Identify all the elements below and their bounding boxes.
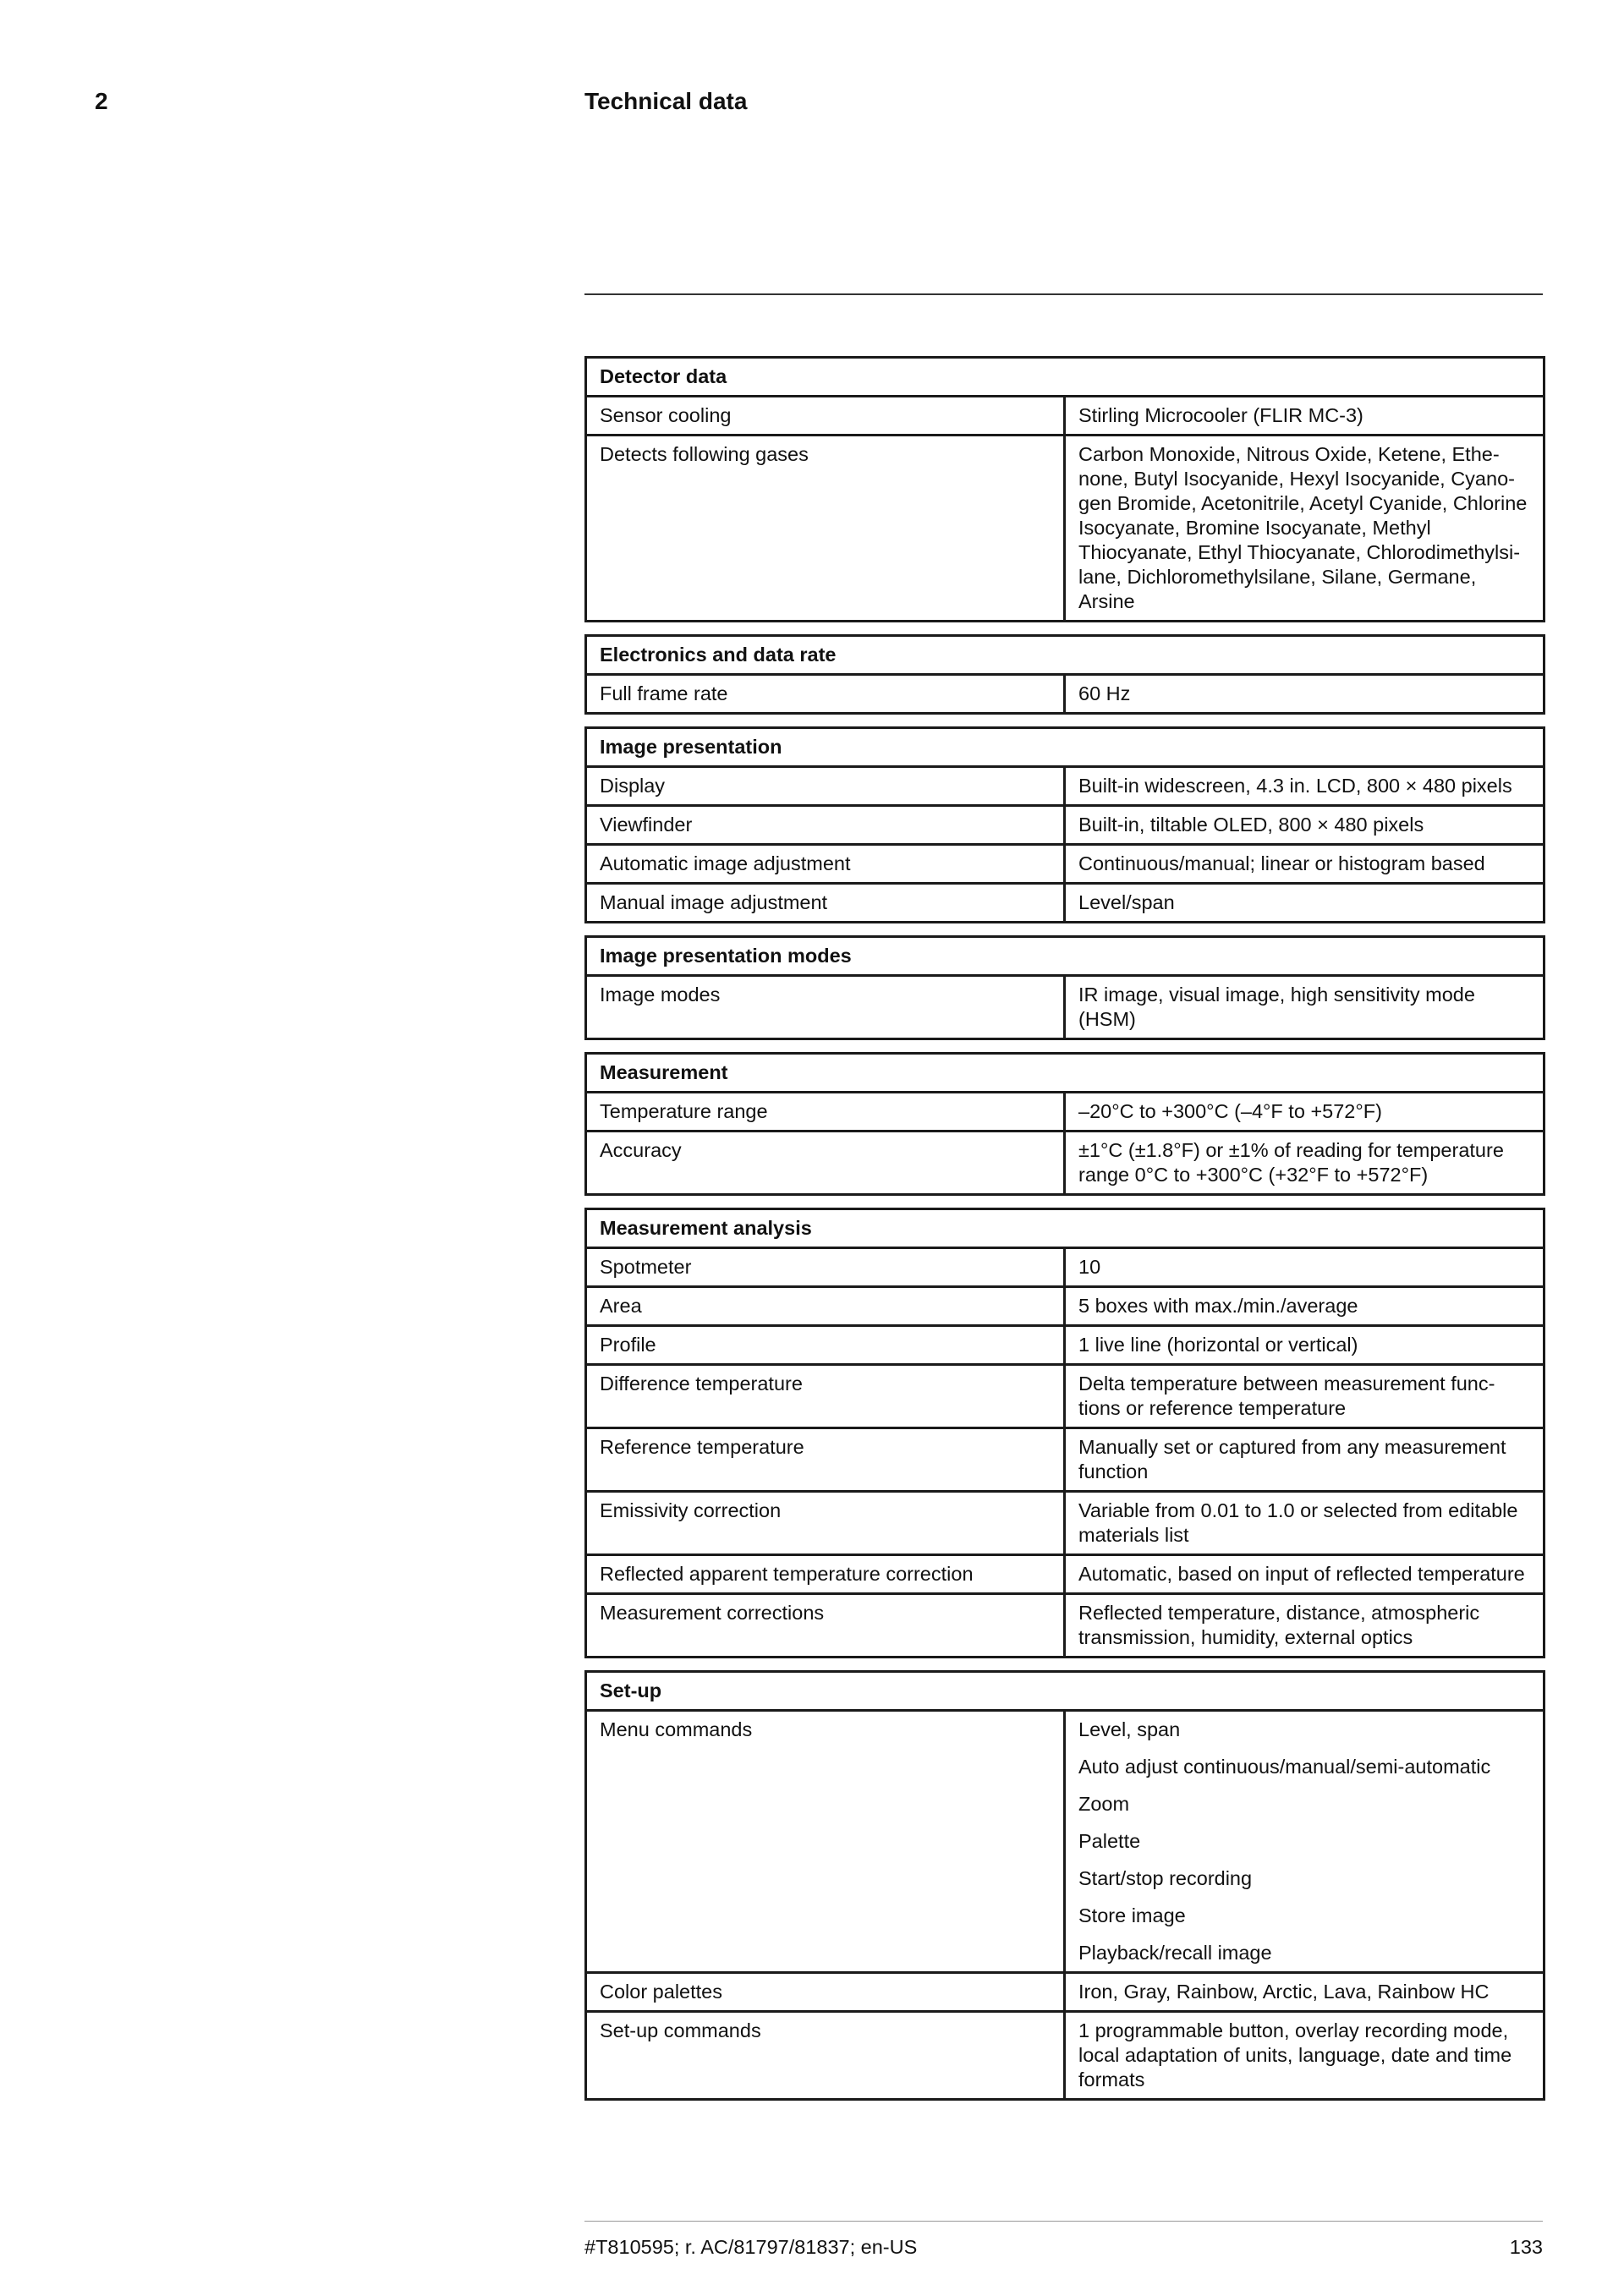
- row-label: Menu commands: [586, 1711, 1065, 1973]
- row-value: 1 live line (horizontal or vertical): [1065, 1326, 1544, 1365]
- row-label: Emissivity correction: [586, 1492, 1065, 1555]
- table-row: [586, 767, 1544, 806]
- table-row: [586, 2012, 1544, 2100]
- row-value: Iron, Gray, Rainbow, Arctic, Lava, Rainbow HC: [1065, 1973, 1544, 2012]
- row-value: Built-in widescreen, 4.3 in. LCD, 800 × 480 pixels: [1065, 767, 1544, 806]
- page-number: 133: [1509, 2236, 1543, 2258]
- menu-command-item: Playback/recall image: [1078, 1942, 1272, 1964]
- table-row: [586, 1973, 1544, 2012]
- table-row: [586, 1428, 1544, 1492]
- row-label: Temperature range: [586, 1093, 1065, 1132]
- menu-command-item: Zoom: [1078, 1793, 1130, 1815]
- table-row: [586, 845, 1544, 884]
- section-title: Measurement analysis: [586, 1209, 1544, 1248]
- row-label: Manual image adjustment: [586, 884, 1065, 923]
- table-row: [586, 1248, 1544, 1287]
- menu-command-item: Level, span: [1078, 1718, 1181, 1740]
- row-value: Reflected temperature, distance, atmospheric transmission, humidity, external optics: [1065, 1594, 1544, 1658]
- row-value: Level/span: [1065, 884, 1544, 923]
- section-title: Image presentation modes: [586, 937, 1544, 976]
- row-value: Carbon Monoxide, Nitrous Oxide, Ketene, Ethe-none, Butyl Isocyanide, Hexyl Isocyanide, Cyano-gen Bromide, Acetonitrile, Acetyl Cyanide, Chlorine Isocyanate, Bromine Isocyanate, Methyl Thiocyanate, Ethyl Thiocyanate, Chlorodimethylsi-lane, Dichloromethylsilane, Silane, Germane, Arsine: [1065, 436, 1544, 622]
- table-row: [586, 1093, 1544, 1132]
- row-value: Stirling Microcooler (FLIR MC-3): [1065, 397, 1544, 436]
- spec-table-measurement-analysis: [584, 1208, 1545, 1658]
- spec-table-measurement: [584, 1052, 1545, 1196]
- spec-table-image-modes: [584, 935, 1545, 1040]
- row-label: Accuracy: [586, 1132, 1065, 1195]
- row-value: –20°C to +300°C (–4°F to +572°F): [1065, 1093, 1544, 1132]
- row-label: Sensor cooling: [586, 397, 1065, 436]
- row-value: Automatic, based on input of reflected temperature: [1065, 1555, 1544, 1594]
- row-value: Variable from 0.01 to 1.0 or selected from editable materials list: [1065, 1492, 1544, 1555]
- table-row: [586, 436, 1544, 622]
- row-value: Manually set or captured from any measurement function: [1065, 1428, 1544, 1492]
- row-value: Continuous/manual; linear or histogram based: [1065, 845, 1544, 884]
- header-divider: [584, 293, 1543, 295]
- spec-table-detector-data: [584, 356, 1545, 622]
- section-title: Image presentation: [586, 728, 1544, 767]
- table-row: [586, 1555, 1544, 1594]
- row-label: Display: [586, 767, 1065, 806]
- row-value: ±1°C (±1.8°F) or ±1% of reading for temperature range 0°C to +300°C (+32°F to +572°F): [1065, 1132, 1544, 1195]
- footer-document-reference: #T810595; r. AC/81797/81837; en-US: [584, 2236, 918, 2258]
- menu-command-item: Palette: [1078, 1830, 1141, 1852]
- table-row: [586, 1711, 1544, 1973]
- row-value: 10: [1065, 1248, 1544, 1287]
- spec-tables: [584, 356, 1543, 2112]
- menu-command-item: Store image: [1078, 1904, 1186, 1926]
- table-row: [586, 675, 1544, 714]
- menu-command-item: Start/stop recording: [1078, 1867, 1253, 1889]
- row-label: Automatic image adjustment: [586, 845, 1065, 884]
- table-row: [586, 1132, 1544, 1195]
- chapter-title: Technical data: [584, 88, 748, 114]
- row-value-list: [1065, 1711, 1544, 1973]
- row-label: Area: [586, 1287, 1065, 1326]
- row-label: Full frame rate: [586, 675, 1065, 714]
- row-label: Profile: [586, 1326, 1065, 1365]
- menu-command-item: Auto adjust continuous/manual/semi-automatic: [1078, 1756, 1491, 1778]
- row-label: Image modes: [586, 976, 1065, 1039]
- table-row: [586, 806, 1544, 845]
- row-label: Reference temperature: [586, 1428, 1065, 1492]
- table-row: [586, 397, 1544, 436]
- section-title: Electronics and data rate: [586, 636, 1544, 675]
- row-value: IR image, visual image, high sensitivity mode (HSM): [1065, 976, 1544, 1039]
- row-label: Detects following gases: [586, 436, 1065, 622]
- row-value: Built-in, tiltable OLED, 800 × 480 pixels: [1065, 806, 1544, 845]
- row-value: 1 programmable button, overlay recording mode, local adaptation of units, language, date and time formats: [1065, 2012, 1544, 2100]
- section-title: Measurement: [586, 1054, 1544, 1093]
- table-row: [586, 884, 1544, 923]
- table-row: [586, 1326, 1544, 1365]
- row-label: Viewfinder: [586, 806, 1065, 845]
- footer-divider: [584, 2221, 1543, 2222]
- row-value: 60 Hz: [1065, 675, 1544, 714]
- spec-table-electronics: [584, 634, 1545, 715]
- table-row: [586, 1492, 1544, 1555]
- section-title: Set-up: [586, 1672, 1544, 1711]
- row-label: Color palettes: [586, 1973, 1065, 2012]
- row-label: Measurement corrections: [586, 1594, 1065, 1658]
- section-title: Detector data: [586, 358, 1544, 397]
- row-label: Spotmeter: [586, 1248, 1065, 1287]
- row-value: 5 boxes with max./min./average: [1065, 1287, 1544, 1326]
- row-label: Reflected apparent temperature correction: [586, 1555, 1065, 1594]
- row-label: Set-up commands: [586, 2012, 1065, 2100]
- row-label: Difference temperature: [586, 1365, 1065, 1428]
- spec-table-image-presentation: [584, 726, 1545, 923]
- row-value: Delta temperature between measurement func-tions or reference temperature: [1065, 1365, 1544, 1428]
- chapter-number: 2: [95, 88, 108, 114]
- table-row: [586, 1287, 1544, 1326]
- table-row: [586, 1365, 1544, 1428]
- spec-table-set-up: [584, 1670, 1545, 2101]
- table-row: [586, 976, 1544, 1039]
- table-row: [586, 1594, 1544, 1658]
